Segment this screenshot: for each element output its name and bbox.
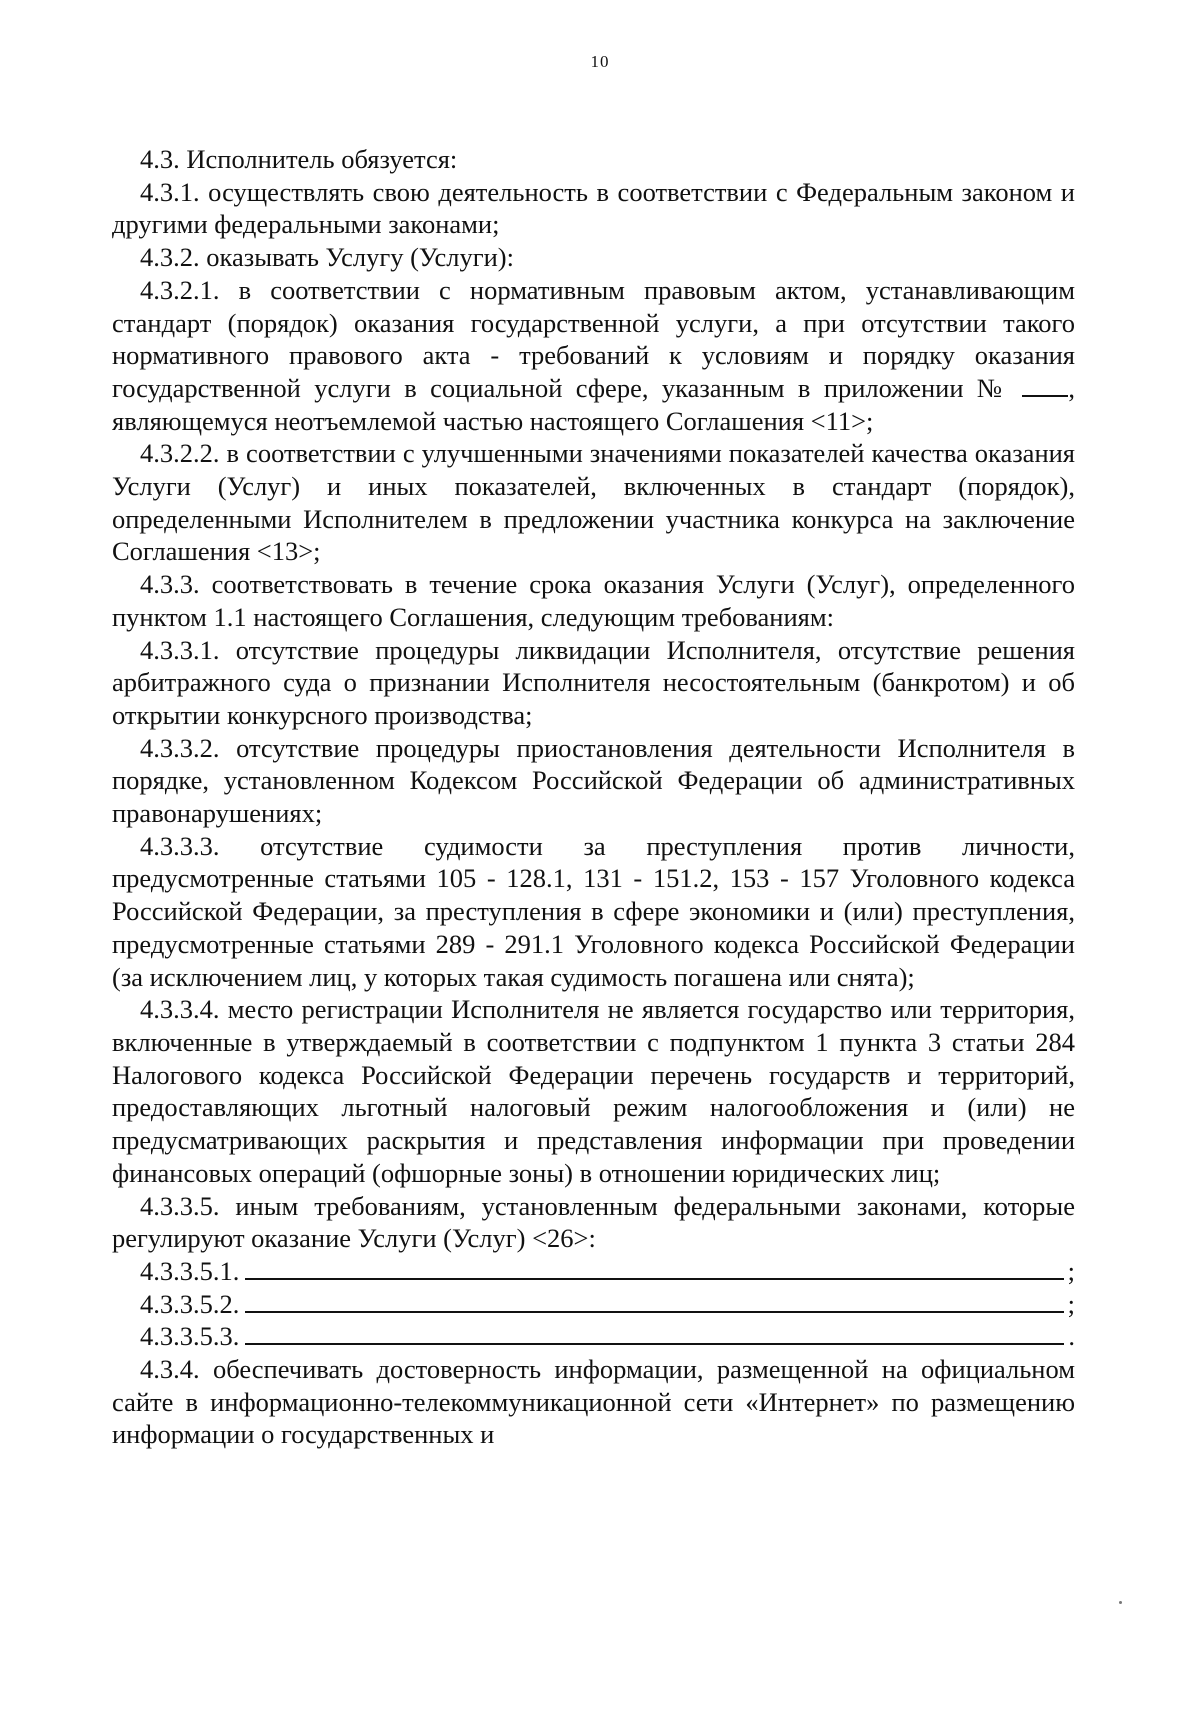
paragraph-4-3-3-4: 4.3.3.4. место регистрации Исполнителя не является государство или территория, включенные в утверждаемый в соответствии с подпунктом 1 пункта 3 статьи 284 Налогового кодекса Российской Федерации перечень государств и территорий, предоставляющих льготный налоговый режим налогообложения и (или) не предусматривающих раскрытия и представления информации при проведении финансовых операций (офшорные зоны) в отношении юридических лиц; — [112, 994, 1075, 1188]
paragraph-4-3-3-5: 4.3.3.5. иным требованиям, установленным федеральными законами, которые регулируют оказание Услуги (Услуг) <26>: — [112, 1190, 1075, 1254]
page-number: 10 — [590, 52, 610, 71]
paragraph-4-3-2-2: 4.3.2.2. в соответствии с улучшенными значениями показателей качества оказания Услуги (Услуг) и иных показателей, включенных в стандарт (порядок), определенными Исполнителем в предложении участника конкурса на заключение Соглашения <13>; — [112, 438, 1075, 567]
fill-line-4-3-3-5-1 — [112, 1255, 1075, 1288]
document-body — [112, 143, 1075, 1451]
fill-line-label: 4.3.3.5.1. — [140, 1255, 240, 1286]
paragraph-4-3-2: 4.3.2. оказывать Услугу (Услуги): — [140, 242, 514, 273]
paragraph-4-3-3: 4.3.3. соответствовать в течение срока оказания Услуги (Услуг), определенного пунктом 1.1 настоящего Соглашения, следующим требованиям: — [112, 569, 1075, 632]
paragraph-4-3-3-2: 4.3.3.2. отсутствие процедуры приостановления деятельности Исполнителя в порядке, установленном Кодексом Российской Федерации об административных правонарушениях; — [112, 732, 1075, 829]
fill-line-rule — [245, 1256, 1063, 1280]
paragraph-4-3-3-1: 4.3.3.1. отсутствие процедуры ликвидации Исполнителя, отсутствие решения арбитражного суда о признании Исполнителя несостоятельным (банкротом) и об открытии конкурсного производства; — [112, 634, 1075, 730]
paragraph-4-3-4: 4.3.4. обеспечивать достоверность информации, размещенной на официальном сайте в информационно-телекоммуникационной сети «Интернет» по размещению информации о государственных и — [112, 1354, 1075, 1450]
fill-line-end: . — [1068, 1321, 1075, 1352]
fill-line-rule — [245, 1289, 1063, 1313]
appendix-number-blank — [1022, 375, 1068, 397]
paragraph-4-3: 4.3. Исполнитель обязуется: — [140, 144, 458, 174]
scan-speck — [1119, 1601, 1122, 1604]
paragraph-4-3-2-1-tail: , являющемуся неотъемлемой частью настоящего Соглашения <11>; — [112, 372, 1075, 436]
fill-line-label: 4.3.3.5.3. — [140, 1321, 240, 1352]
fill-line-end: ; — [1067, 1255, 1075, 1286]
paragraph-4-3-1: 4.3.1. осуществлять свою деятельность в соответствии с Федеральным законом и другими федеральными законами; — [112, 176, 1075, 240]
fill-line-4-3-3-5-2 — [112, 1288, 1075, 1321]
fill-line-end: ; — [1067, 1288, 1075, 1319]
paragraph-4-3-2-1 — [112, 274, 1075, 438]
fill-line-rule — [245, 1321, 1064, 1345]
paragraph-4-3-3-3: 4.3.3.3. отсутствие судимости за преступления против личности, предусмотренные статьями 105 - 128.1, 131 - 151.2, 153 - 157 Уголовного кодекса Российской Федерации, за преступления в сфере экономики и (или) преступления, предусмотренные статьями 289 - 291.1 Уголовного кодекса Российской Федерации (за исключением лиц, у которых такая судимость погашена или снята); — [112, 830, 1075, 992]
fill-line-label: 4.3.3.5.2. — [140, 1288, 240, 1319]
paragraph-4-3-2-1-text: 4.3.2.1. в соответствии с нормативным правовым актом, устанавливающим стандарт (порядок) оказания государственной услуги, а при отсутствии такого нормативного правового акта - требований к условиям и порядку оказания государственной услуги в социальной сфере, указанным в приложении № — [112, 274, 1075, 403]
fill-line-4-3-3-5-3 — [112, 1320, 1075, 1353]
